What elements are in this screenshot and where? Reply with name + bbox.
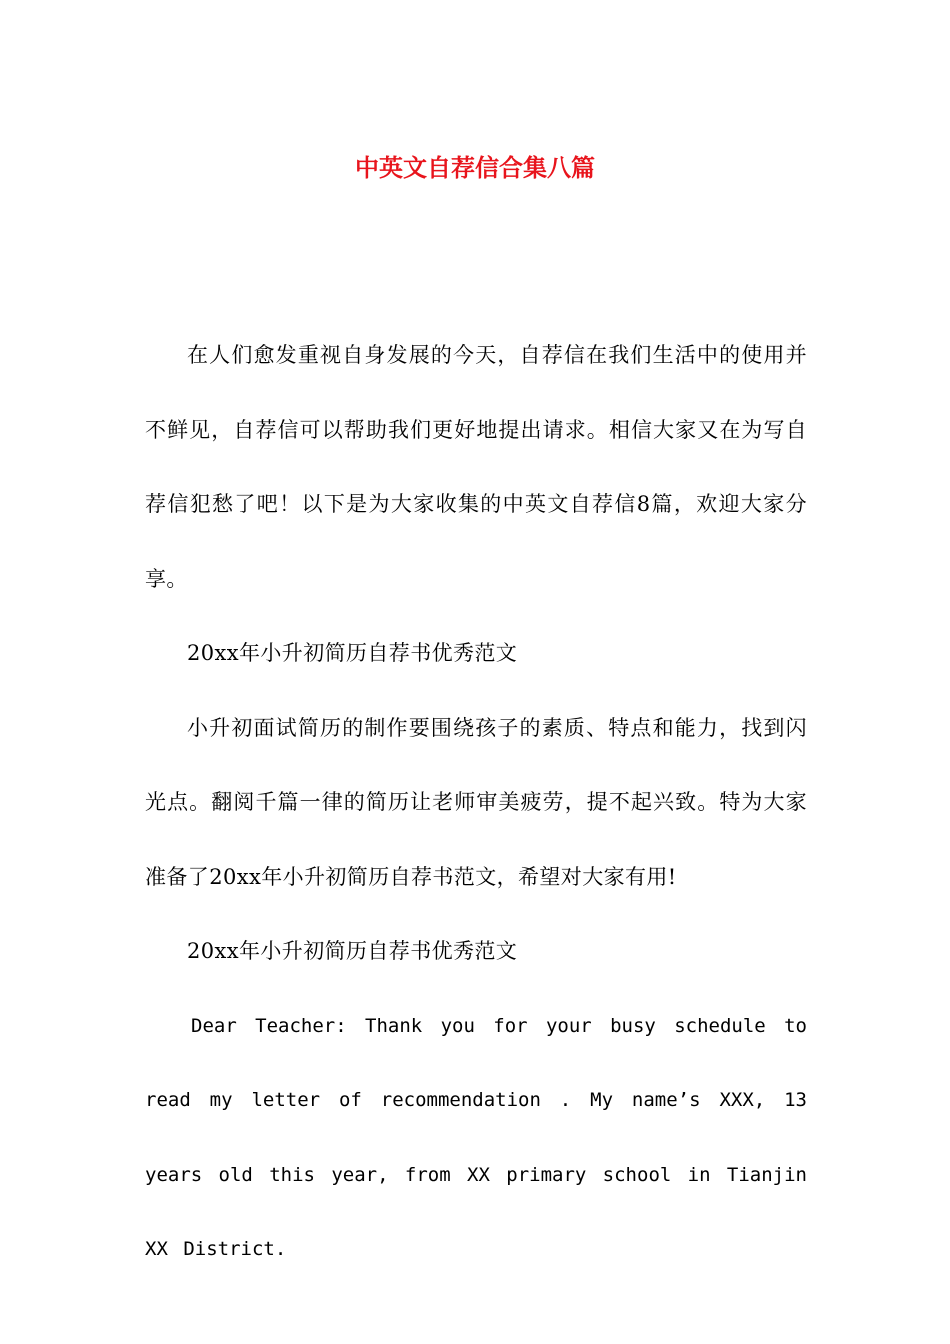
section-heading-repeat: 20xx年小升初简历自荐书优秀范文 bbox=[187, 939, 518, 963]
guidance-paragraph: 小升初面试简历的制作要围绕孩子的素质、特点和能力，找到闪光点。翻阅千篇一律的简历让老师审美疲劳，提不起兴致。特为大家准备了20xx年小升初简历自荐书范文，希望对大家有用! bbox=[145, 715, 807, 889]
document-body bbox=[145, 318, 807, 1287]
document-title: 中英文自荐信合集八篇 bbox=[355, 153, 595, 183]
section-heading: 20xx年小升初简历自荐书优秀范文 bbox=[187, 641, 518, 665]
intro-paragraph: 在人们愈发重视自身发展的今天，自荐信在我们生活中的使用并不鲜见，自荐信可以帮助我们更好地提出请求。相信大家又在为写自荐信犯愁了吧！以下是为大家收集的中英文自荐信8篇，欢迎大家分享。 bbox=[145, 343, 807, 591]
english-letter-paragraph: Dear Teacher: Thank you for your busy schedule to read my letter of recommendation . My name’s XXX, 13 years old this year, from XX primary school in Tianjin XX District. bbox=[145, 1014, 807, 1260]
